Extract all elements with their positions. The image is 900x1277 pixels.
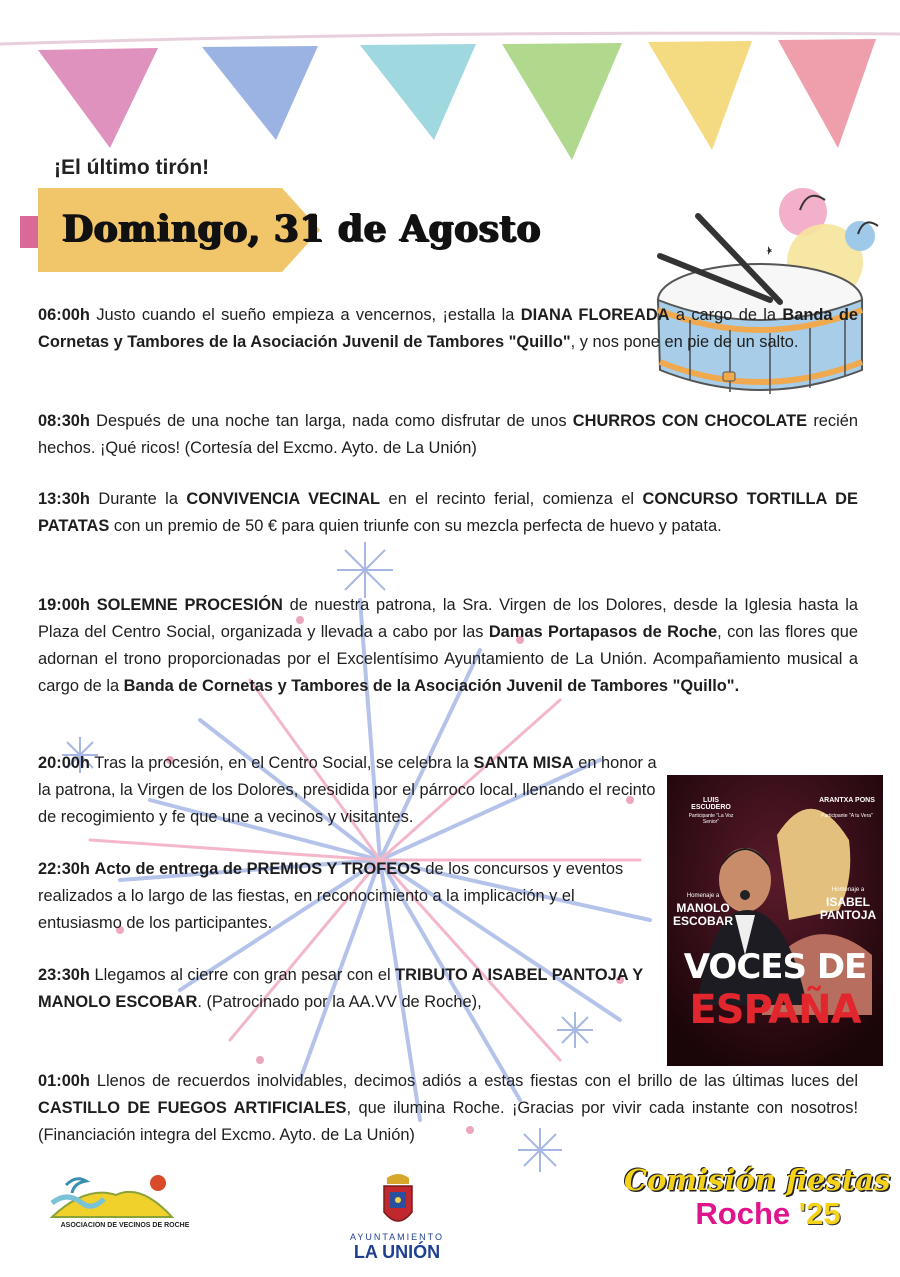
ayuntamiento-label: AYUNTAMIENTO bbox=[349, 1232, 444, 1242]
entry-highlight: DIANA FLOREADA bbox=[520, 306, 670, 324]
bunting-flag-coral bbox=[778, 39, 876, 148]
entry-highlight: Banda de Cornetas y Tambores de la Asociación Juvenil de Tambores "Quillo" bbox=[38, 306, 859, 351]
entry-text: en honor a la patrona, la Virgen de los Dolores, presidida por el párroco local, llenando el recinto de recogimiento y fe que une a vecinos y visitantes. bbox=[38, 754, 657, 826]
la-union-label: LA UNIÓN bbox=[353, 1242, 441, 1262]
poster-singer-right-role: Participante "A tu Vera" bbox=[821, 813, 873, 819]
entry-highlight: CASTILLO DE FUEGOS ARTIFICIALES bbox=[38, 1099, 347, 1117]
entry-text: Después de una noche tan larga, nada como disfrutar de unos bbox=[96, 412, 573, 430]
year-label: '25 bbox=[798, 1196, 841, 1231]
poster-title-bottom: ESPAÑA bbox=[689, 987, 861, 1033]
poster-singer-left-name: LUIS ESCUDERO bbox=[691, 797, 731, 811]
entry-highlight: CHURROS CON CHOCOLATE bbox=[572, 412, 808, 430]
tribute-poster bbox=[667, 775, 883, 1066]
roche-25-title bbox=[665, 1196, 871, 1232]
bunting-flag-teal bbox=[360, 44, 476, 140]
entry-highlight: CONCURSO TORTILLA DE PATATAS bbox=[38, 490, 858, 535]
schedule-entry-0830 bbox=[38, 408, 858, 462]
roche-label: Roche bbox=[695, 1196, 791, 1231]
entry-text: Tras la procesión, en el Centro Social, se celebra la bbox=[94, 754, 474, 772]
schedule-entry-2330 bbox=[38, 962, 658, 1016]
entry-highlight: SANTA MISA bbox=[473, 754, 574, 772]
entry-time: 23:30h bbox=[38, 966, 90, 984]
entry-text: Llegamos al cierre con gran pesar con el bbox=[94, 966, 396, 984]
entry-highlight: Acto de entrega de PREMIOS Y TROFEOS bbox=[94, 860, 421, 878]
entry-highlight: CONVIVENCIA VECINAL bbox=[186, 490, 381, 508]
entry-text: de nuestra patrona, la Sra. Virgen de los Dolores, desde la Iglesia hasta la Plaza del Centro Social, organizada y llevada a cabo por las bbox=[38, 596, 858, 641]
entry-time: 08:30h bbox=[38, 412, 90, 430]
poster-homage-label-right: Homenaje a bbox=[831, 887, 865, 893]
entry-time: 13:30h bbox=[38, 490, 90, 508]
entry-highlight: Damas Portapasos de Roche bbox=[488, 623, 718, 641]
poster-singer-left-role: Participante "La Voz Senior" bbox=[688, 813, 734, 825]
poster-homage-left: MANOLO ESCOBAR bbox=[673, 901, 734, 928]
entry-text: Llenos de recuerdos inolvidables, decimos adiós a estas fiestas con el brillo de las últimas luces del bbox=[96, 1072, 858, 1090]
drum-illustration bbox=[658, 188, 878, 394]
bunting-flag-pink bbox=[38, 48, 158, 148]
poster-homage-label-left: Homenaje a bbox=[686, 893, 720, 899]
entry-time: 22:30h bbox=[38, 860, 90, 878]
entry-time: 19:00h bbox=[38, 596, 90, 614]
poster-singer-right-name: ARANTXA PONS bbox=[819, 797, 875, 804]
entry-time: 20:00h bbox=[38, 754, 90, 772]
entry-text: en el recinto ferial, comienza el bbox=[380, 490, 643, 508]
poster-title-top: VOCES DE bbox=[683, 947, 867, 987]
entry-highlight: SOLEMNE PROCESIÓN bbox=[96, 596, 283, 614]
schedule-entry-0100 bbox=[38, 1068, 858, 1149]
date-title: Domingo, 31 de Agosto bbox=[62, 208, 542, 250]
la-union-coat-of-arms bbox=[381, 1172, 415, 1230]
asociacion-vecinos-logo bbox=[46, 1165, 176, 1223]
entry-text: Durante la bbox=[98, 490, 187, 508]
bunting-flag-blue bbox=[202, 46, 318, 140]
poster-homage-right: ISABEL PANTOJA bbox=[819, 895, 877, 922]
entry-time: 06:00h bbox=[38, 306, 90, 324]
bunting-string bbox=[0, 33, 900, 44]
comision-fiestas-title: Comisión fiestas bbox=[624, 1163, 891, 1197]
entry-text: Justo cuando el sueño empieza a vencernos, ¡estalla la bbox=[96, 306, 521, 324]
bunting-flag-yellow bbox=[648, 41, 752, 150]
entry-highlight: TRIBUTO A ISABEL PANTOJA Y MANOLO ESCOBAR bbox=[38, 966, 643, 1011]
bunting-flag-green bbox=[502, 43, 622, 160]
entry-text: a cargo de la bbox=[669, 306, 783, 324]
tagline: ¡El último tirón! bbox=[54, 156, 210, 179]
entry-text: recién hechos. ¡Qué ricos! (Cortesía del Excmo. Ayto. de La Unión) bbox=[38, 412, 858, 457]
entry-time: 01:00h bbox=[38, 1072, 90, 1090]
entry-text: , con las flores que adornan el trono proporcionadas por el Excelentísimo Ayuntamiento de La Unión. Acompañamiento musical a cargo de la bbox=[38, 623, 858, 695]
entry-text: . (Patrocinado por la AA.VV de Roche), bbox=[197, 993, 482, 1011]
entry-text: con un premio de 50 € para quien triunfe con su mezcla perfecta de huevo y patata. bbox=[109, 517, 722, 535]
entry-text: , y nos pone en pie de un salto. bbox=[570, 333, 799, 351]
schedule-entry-0600 bbox=[38, 302, 858, 356]
entry-text: de los concursos y eventos realizados a lo largo de las fiestas, en reconocimiento a la implicación y el entusiasmo de los participantes. bbox=[38, 860, 624, 932]
asociacion-vecinos-label: ASOCIACION DE VECINOS DE ROCHE bbox=[60, 1222, 190, 1229]
schedule-entry-1900 bbox=[38, 592, 858, 700]
schedule-entry-1330 bbox=[38, 486, 858, 540]
entry-highlight: Banda de Cornetas y Tambores de la Asociación Juvenil de Tambores "Quillo". bbox=[123, 677, 740, 695]
entry-text: , que ilumina Roche. ¡Gracias por vivir cada instante con nosotros! (Financiación integra del Excmo. Ayto. de La Unión) bbox=[38, 1099, 859, 1144]
schedule-entry-2230 bbox=[38, 856, 658, 937]
